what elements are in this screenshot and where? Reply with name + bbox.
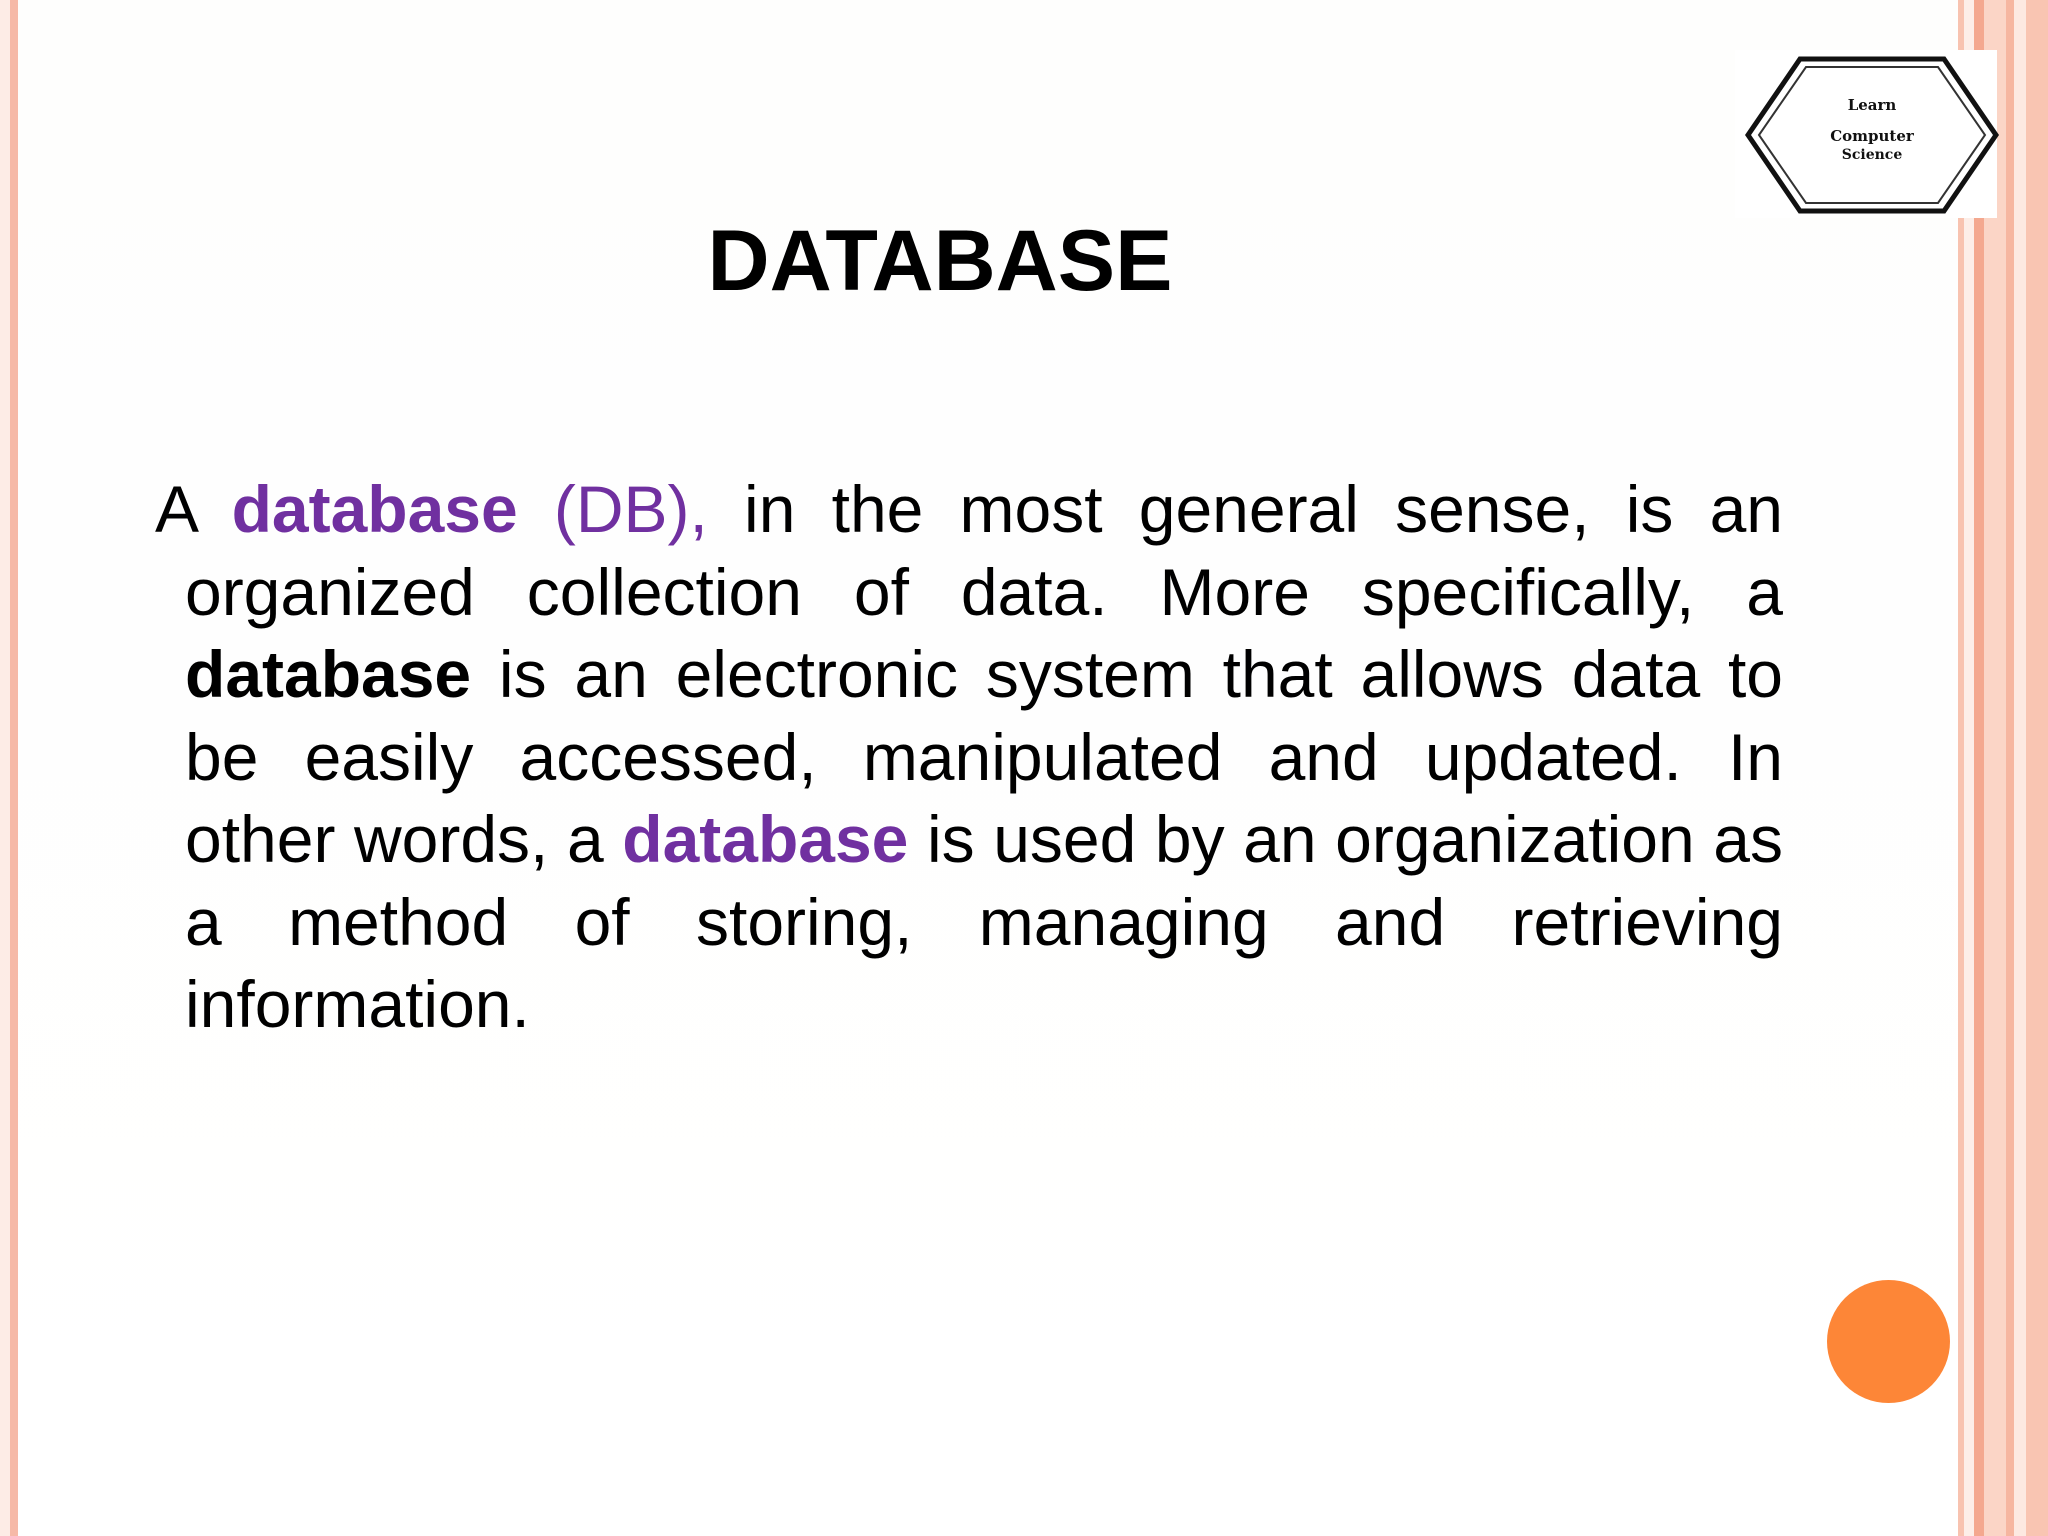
logo-text-learn: Learn xyxy=(1847,96,1897,114)
paragraph-text: in the most general sense, is an organized collection of data. More specifically, a xyxy=(185,472,1783,629)
keyword-database-purple: database xyxy=(231,472,518,546)
right-stripe xyxy=(2006,0,2014,1536)
right-stripe xyxy=(2026,0,2048,1536)
paragraph-text: is an electronic system that allows data to be easily accessed, manipulated and updated. In other words, a xyxy=(185,637,1783,876)
right-stripe xyxy=(2014,0,2026,1536)
definition-paragraph xyxy=(155,468,1783,1046)
left-border-strip xyxy=(10,0,18,1536)
right-stripe xyxy=(1964,0,1974,1536)
keyword-database-bold: database xyxy=(185,637,472,711)
paragraph-text: A xyxy=(155,472,232,546)
paragraph-text: is used by an organization as a method of storing, managing and retrieving information. xyxy=(185,802,1783,1041)
left-border-light xyxy=(0,0,10,1536)
slide-title: DATABASE xyxy=(707,213,1173,309)
keyword-db-abbrev: (DB), xyxy=(517,472,708,546)
keyword-database-purple: database xyxy=(622,802,909,876)
orange-circle-decoration xyxy=(1827,1280,1950,1403)
logo-text-computer: Computer xyxy=(1830,127,1914,145)
learn-computer-science-logo xyxy=(1745,55,1999,215)
right-stripe xyxy=(1974,0,1984,1536)
logo-text-science: Science xyxy=(1841,147,1903,163)
right-stripe xyxy=(1984,0,2006,1536)
